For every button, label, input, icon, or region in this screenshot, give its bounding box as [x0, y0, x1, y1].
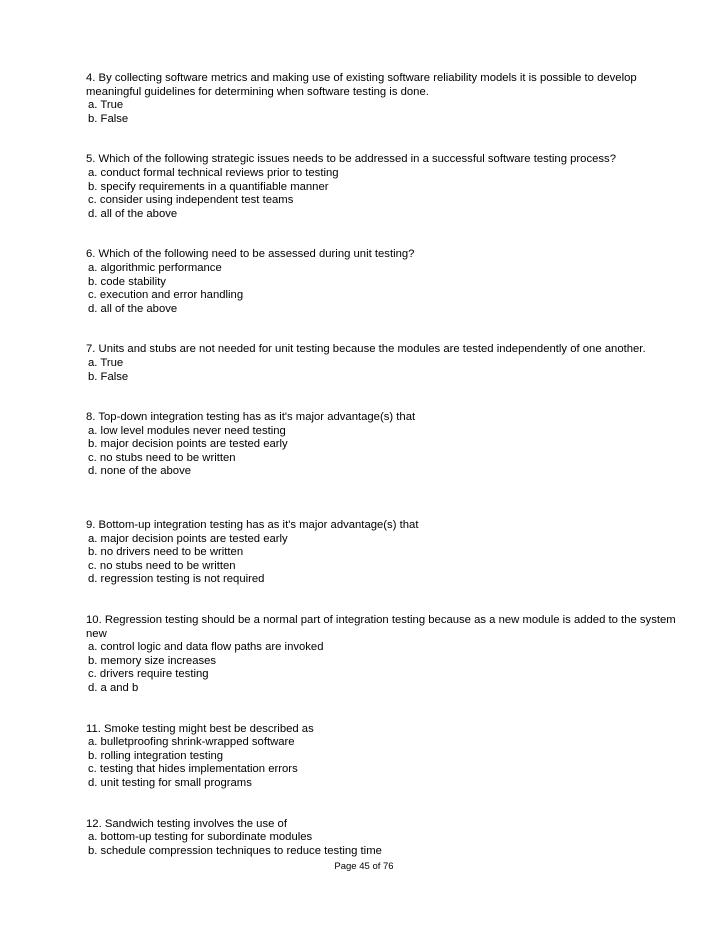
question-4: [86, 72, 686, 126]
question-text: 7. Units and stubs are not needed for unit testing because the modules are tested independently of one another.: [86, 343, 646, 356]
question-text: 12. Sandwich testing involves the use of: [86, 817, 287, 830]
question-9: [86, 519, 686, 587]
answer-option: a. control logic and data flow paths are invoked: [88, 641, 324, 654]
answer-option: d. a and b: [88, 682, 139, 694]
answer-option: b. no drivers need to be written: [88, 546, 244, 559]
answer-option: c. drivers require testing: [88, 668, 209, 681]
answer-option: a. low level modules never need testing: [88, 424, 286, 437]
answer-option: d. all of the above: [88, 302, 178, 315]
answer-option: a. bulletproofing shrink-wrapped software: [88, 736, 295, 749]
question-text: 11. Smoke testing might best be described as: [86, 722, 314, 735]
question-12: [86, 818, 686, 859]
answer-option: c. consider using independent test teams: [88, 194, 294, 207]
answer-option: b. rolling integration testing: [88, 749, 224, 762]
answer-option: a. True: [88, 356, 124, 369]
answer-option: b. code stability: [88, 275, 166, 288]
question-11: [86, 723, 686, 791]
question-text: 5. Which of the following strategic issues needs to be addressed in a successful software testing process?: [86, 153, 616, 166]
question-6: [86, 248, 686, 316]
answer-option: b. schedule compression techniques to reduce testing time: [88, 844, 382, 857]
question-text: 9. Bottom-up integration testing has as it's major advantage(s) that: [86, 519, 419, 532]
answer-option: c. testing that hides implementation errors: [88, 763, 298, 776]
answer-option: b. major decision points are tested early: [88, 438, 288, 451]
answer-option: c. no stubs need to be written: [88, 559, 236, 572]
answer-option: b. specify requirements in a quantifiable manner: [88, 180, 329, 193]
answer-option: b. memory size increases: [88, 654, 217, 667]
answer-option: a. True: [88, 99, 124, 112]
page-number: Page 45 of 76: [334, 861, 394, 872]
answer-option: c. execution and error handling: [88, 289, 244, 302]
question-5: [86, 153, 686, 221]
answer-option: a. major decision points are tested early: [88, 532, 288, 545]
document-page: [86, 72, 686, 858]
answer-option: d. regression testing is not required: [88, 573, 265, 586]
answer-option: d. unit testing for small programs: [88, 776, 252, 789]
answer-option: b. False: [88, 370, 129, 383]
question-text: 4. By collecting software metrics and making use of existing software reliability models it is possible to develop meaningful guidelines for determining when software testing is done.: [86, 72, 637, 98]
question-text: 8. Top-down integration testing has as it's major advantage(s) that: [86, 411, 416, 424]
question-7: [86, 343, 686, 384]
answer-option: b. False: [88, 112, 129, 125]
answer-option: c. no stubs need to be written: [88, 451, 236, 464]
question-text: 6. Which of the following need to be assessed during unit testing?: [86, 248, 415, 261]
answer-option: a. algorithmic performance: [88, 261, 222, 274]
answer-option: d. none of the above: [88, 465, 192, 478]
answer-option: d. all of the above: [88, 207, 178, 220]
question-8: [86, 411, 686, 479]
question-10: [86, 614, 686, 696]
answer-option: a. conduct formal technical reviews prior to testing: [88, 166, 339, 179]
answer-option: a. bottom-up testing for subordinate modules: [88, 831, 313, 844]
question-text: 10. Regression testing should be a normal part of integration testing because as a new module is added to the system new: [86, 614, 676, 640]
